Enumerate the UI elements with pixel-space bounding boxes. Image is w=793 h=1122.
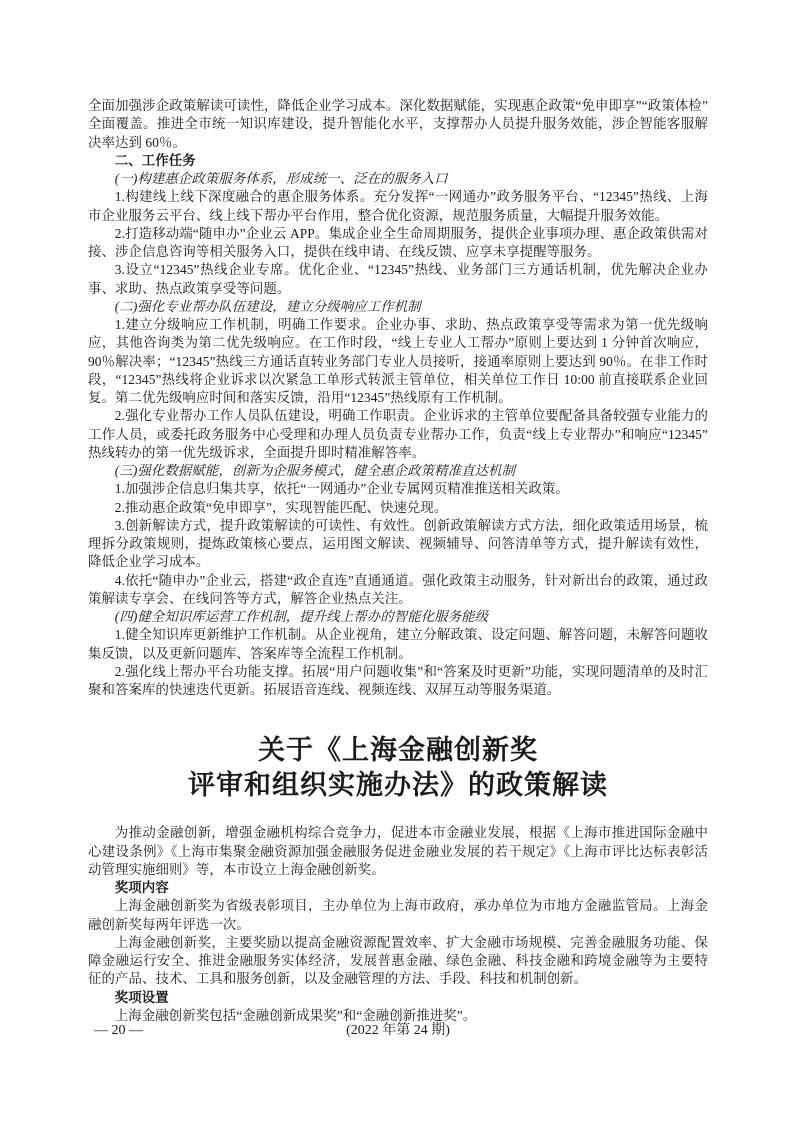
paragraph: 3.设立“12345”热线企业专席。优化企业、“12345”热线、业务部门三方通话机制，优先解决企业办事、求助、热点政策享受等问题。 xyxy=(88,262,708,296)
paragraph: 1.健全知识库更新维护工作机制。从企业视角，建立分解政策、设定问题、解答问题，未解答问题收集反馈，以及更新问题库、答案库等全流程工作机制。 xyxy=(88,627,708,661)
page-content xyxy=(88,97,708,1025)
section-heading: 奖项内容 xyxy=(114,880,169,895)
paragraph: 上海金融创新奖包括“金融创新成果奖”和“金融创新推进奖”。 xyxy=(114,1007,477,1023)
paragraph: 3.创新解读方式，提升政策解读的可读性、有效性。创新政策解读方式方法，细化政策适用场景，梳理拆分政策规则，提炼政策核心要点，运用图文解读、视频辅导、问答清单等方式，提升解读有效性，降低企业学习成本。 xyxy=(88,517,708,570)
paragraph: 上海金融创新奖，主要奖励以提高金融资源配置效率、扩大金融市场规模、完善金融服务功能、保障金融运行安全、推进金融服务实体经济，发展普惠金融、绿色金融、科技金融和跨境金融等为主要特征的产品、技术、工具和服务创新，以及金融管理的方法、手段、科技和机制创新。 xyxy=(88,934,708,987)
subsection-heading: (四)健全知识库运营工作机制，提升线上帮办的智能化服务能级 xyxy=(114,609,489,624)
page-footer xyxy=(88,1022,708,1040)
issue-label: (2022 年第 24 期) xyxy=(346,1023,450,1038)
section-heading: 奖项设置 xyxy=(114,989,169,1005)
paragraph: 全面加强涉企政策解读可读性，降低企业学习成本。深化数据赋能，实现惠企政策“免申即享”“政策体检”全面覆盖。推进全市统一知识库建设，提升智能化水平，支撑帮办人员提升服务效能，涉企智能客服解决率达到 60％。 xyxy=(88,98,708,150)
paragraph: 上海金融创新奖为省级表彰项目，主办单位为上海市政府，承办单位为市地方金融监管局。上海金融创新奖每两年评选一次。 xyxy=(88,898,708,932)
article-finance-award xyxy=(88,824,708,1025)
paragraph: 1.建立分级响应工作机制，明确工作要求。企业办事、求助、热点政策享受等需求为第一优先级响应，其他咨询类为第二优先级响应。在工作时段，“线上专业人工帮办”原则上要达到 1 分钟首次响应，90％解决率；“12345”热线三方通话直转业务部门专业人员接听，接通率原则上要达到 90％。在非工作时段，“12345”热线将企业诉求以次紧急工单形式转派主管单位，相关单位工作日 10:00 前直接联系企业回复。第二优先级响应时间和落实反馈，沿用“12345”热线原有工作机制。 xyxy=(88,317,708,405)
paragraph: 1.加强涉企信息归集共享，依托“一网通办”企业专属网页精准推送相关政策。 xyxy=(114,481,569,497)
paragraph: 2.强化专业帮办工作人员队伍建设，明确工作职责。企业诉求的主管单位要配备具备较强专业能力的工作人员，或委托政务服务中心受理和办理人员负责专业帮办工作，负责“线上专业帮办”和响应“12345”热线转办的第一优先级诉求，全面提升即时精准解答率。 xyxy=(88,408,708,460)
subsection-heading: (一)构建惠企政策服务体系，形成统一、泛在的服务入口 xyxy=(114,171,448,186)
article-title-line-2: 评审和组织实施办法》的政策解读 xyxy=(188,770,608,801)
paragraph: 1.构建线上线下深度融合的惠企服务体系。充分发挥“一网通办”政务服务平台、“12345”热线、上海市企业服务云平台、线上线下帮办平台作用，整合优化资源，规范服务质量，大幅提升服务效能。 xyxy=(88,189,708,223)
paragraph: 2.打造移动端“随申办”企业云 APP。集成企业全生命周期服务，提供企业事项办理、惠企政策供需对接、涉企信息咨询等相关服务入口，提供在线申请、在线反馈、应享未享提醒等服务。 xyxy=(88,225,708,259)
page-number: — 20 — xyxy=(94,1023,143,1038)
paragraph: 为推动金融创新，增强金融机构综合竞争力，促进本市金融业发展，根据《上海市推进国际金融中心建设条例》《上海市集聚金融资源加强金融服务促进金融业发展的若干规定》《上海市评比达标表彰活动管理实施细则》等，本市设立上海金融创新奖。 xyxy=(88,825,708,877)
paragraph: 2.强化线上帮办平台功能支撑。拓展“用户问题收集”和“答案及时更新”功能，实现问题清单的及时汇聚和答案库的快速迭代更新。拓展语音连线、视频连线、双屏互动等服务渠道。 xyxy=(88,663,708,697)
paragraph: 2.推动惠企政策“免申即享”，实现智能匹配、快速兑现。 xyxy=(114,499,448,515)
article-title-line-1: 关于《上海金融创新奖 xyxy=(258,735,538,766)
subsection-heading: (三)强化数据赋能，创新为企服务模式，健全惠企政策精准直达机制 xyxy=(114,463,516,478)
subsection-heading: (二)强化专业帮办队伍建设，建立分级响应工作机制 xyxy=(114,298,421,314)
article-work-tasks xyxy=(88,97,708,699)
article-title xyxy=(88,733,708,803)
paragraph: 4.依托“随申办”企业云，搭建“政企直连”直通通道。强化政策主动服务，针对新出台的政策，通过政策解读专享会、在线问答等方式，解答企业热点关注。 xyxy=(88,572,708,606)
section-heading: 二、工作任务 xyxy=(114,152,196,168)
